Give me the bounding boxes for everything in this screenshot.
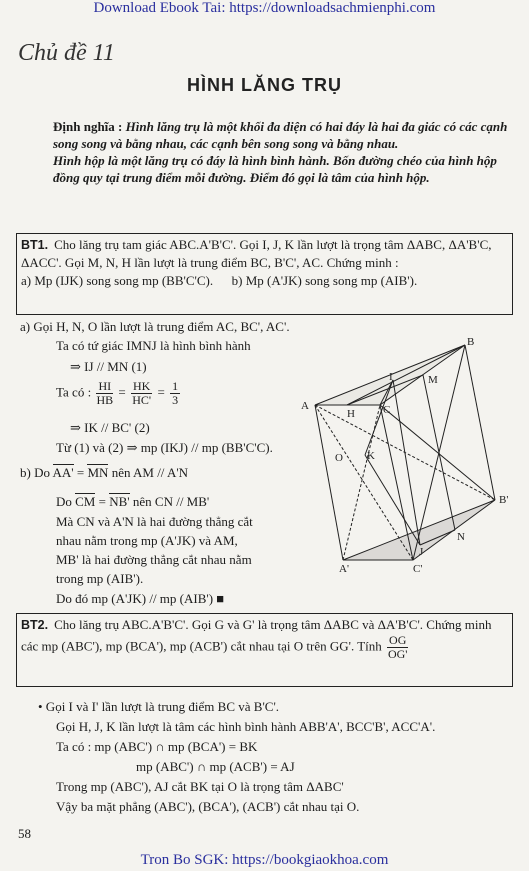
- sol1-b-line6: trong mp (AIB').: [56, 571, 144, 586]
- label-c: C: [383, 404, 391, 416]
- sol1-a-line3: ⇒ IJ // MN (1): [70, 359, 147, 374]
- sol2-line1: • Gọi I và I' lần lượt là trung điểm BC và B'C'.: [38, 699, 280, 714]
- vector-aa: AA': [52, 465, 74, 480]
- sol2-line2: Gọi H, J, K lần lượt là tâm các hình bình hành ABB'A', BCC'B', ACC'A'.: [56, 719, 436, 734]
- exercise-1-box: [16, 233, 513, 315]
- sol1-b-line2: Do CM = NB' nên CN // MB': [56, 494, 210, 509]
- exercise-2-label: BT2.: [21, 618, 49, 632]
- vector-cm: CM: [75, 494, 96, 509]
- label-h: H: [347, 408, 355, 420]
- sol1-b-line5: MB' là hai đường thẳng cắt nhau nằm: [56, 552, 252, 567]
- header-link[interactable]: Download Ebook Tai: https://downloadsachmienphi.com: [93, 0, 436, 16]
- label-a-prime: A': [339, 563, 349, 575]
- page-number: 58: [18, 826, 31, 841]
- definition-term: Định nghĩa :: [53, 119, 123, 134]
- exercise-2-box: [16, 613, 513, 687]
- prism-figure: [295, 335, 520, 585]
- sol1-a-line1: a) Gọi H, N, O lần lượt là trung điểm AC, BC', AC'.: [20, 319, 290, 334]
- sol1-b-line1: b) Do AA' = MN nên AM // A'N: [20, 465, 189, 480]
- definition-text-2: Hình hộp là một lăng trụ có đáy là hình bình hành. Bốn đường chéo của hình hộp đồng quy tại trung điểm mỗi đường. Điểm đó gọi là tâm của hình hộp.: [53, 153, 497, 185]
- label-k: K: [367, 450, 375, 462]
- sol1-a-line4: Ta có : $\frac{HI}{HB}$ = $\frac{HK}{HC'}$ = $\frac{1}{3}$: [56, 379, 179, 407]
- exercise-1-label: BT1.: [21, 238, 49, 252]
- sol2-line3: Ta có : mp (ABC') ∩ mp (BCA') = BK: [56, 739, 258, 754]
- sol1-b-line7: Do đó mp (A'JK) // mp (AIB') ■: [56, 591, 225, 606]
- label-b: B: [467, 336, 475, 348]
- fraction-one-third: $\frac{1}{3}$: [172, 379, 179, 407]
- label-c-prime: C': [413, 563, 423, 575]
- definition-block: [53, 118, 513, 186]
- sol1-a-line6: Từ (1) và (2) ⇒ mp (IKJ) // mp (BB'C'C).: [56, 440, 273, 455]
- label-a: A: [301, 400, 309, 412]
- sol1-b-line4: nhau nằm trong mp (A'JK) và AM,: [56, 533, 238, 548]
- label-o: O: [335, 452, 343, 464]
- sol2-line4: mp (ABC') ∩ mp (ACB') = AJ: [136, 759, 295, 774]
- sol2-line5: Trong mp (ABC'), AJ cắt BK tại O là trọng tâm ΔABC': [56, 779, 344, 794]
- exercise-1-part-a: a) Mp (IJK) song song mp (BB'C'C).: [21, 273, 214, 288]
- exercise-1-part-b: b) Mp (A'JK) song song mp (AIB').: [231, 273, 418, 288]
- sol2-line6: Vậy ba mặt phẳng (ABC'), (BCA'), (ACB') cắt nhau tại O.: [56, 799, 360, 814]
- exercise-2-problem: Cho lăng trụ ABC.A'B'C'. Gọi G và G' là trọng tâm ΔABC và ΔA'B'C'. Chứng minh các mp (ABC'), mp (BCA'), mp (ACB') cắt nhau tại O trên GG'. Tính: [21, 617, 492, 654]
- definition-text: Hình lăng trụ là một khối đa diện có hai đáy là hai đa giác có các cạnh song song và bằng nhau, các cạnh bên song song và bằng nhau.: [53, 119, 508, 151]
- label-m: M: [428, 374, 438, 386]
- vector-mn: MN: [87, 465, 109, 480]
- label-b-prime: B': [499, 494, 509, 506]
- label-n: N: [457, 531, 465, 543]
- fraction-og-og: $\frac{OG}{OG'}$: [387, 633, 408, 661]
- footer-link[interactable]: Tron Bo SGK: https://bookgiaokhoa.com: [140, 852, 389, 868]
- fraction-hk-hc: $\frac{HK}{HC'}$: [132, 379, 152, 407]
- chapter-label: Chủ đề 11: [18, 40, 115, 66]
- label-i: I: [389, 371, 393, 383]
- sol1-a-line5: ⇒ IK // BC' (2): [70, 420, 150, 435]
- fraction-hi-hb: $\frac{HI}{HB}$: [96, 379, 114, 407]
- exercise-1-problem: Cho lăng trụ tam giác ABC.A'B'C'. Gọi I, J, K lần lượt là trọng tâm ΔABC, ΔA'B'C, ΔACC'. Gọi M, N, H lần lượt là trung điểm BC, B'C', AC. Chứng minh :: [21, 237, 492, 270]
- page-title: HÌNH LĂNG TRỤ: [187, 75, 342, 95]
- sol1-a-line2: Ta có tứ giác IMNJ là hình bình hành: [56, 338, 251, 353]
- label-j: J: [419, 546, 424, 558]
- sol1-b-line3: Mà CN và A'N là hai đường thẳng cắt: [56, 514, 253, 529]
- vector-nb: NB': [109, 494, 130, 509]
- ta-co-label: Ta có :: [56, 384, 92, 400]
